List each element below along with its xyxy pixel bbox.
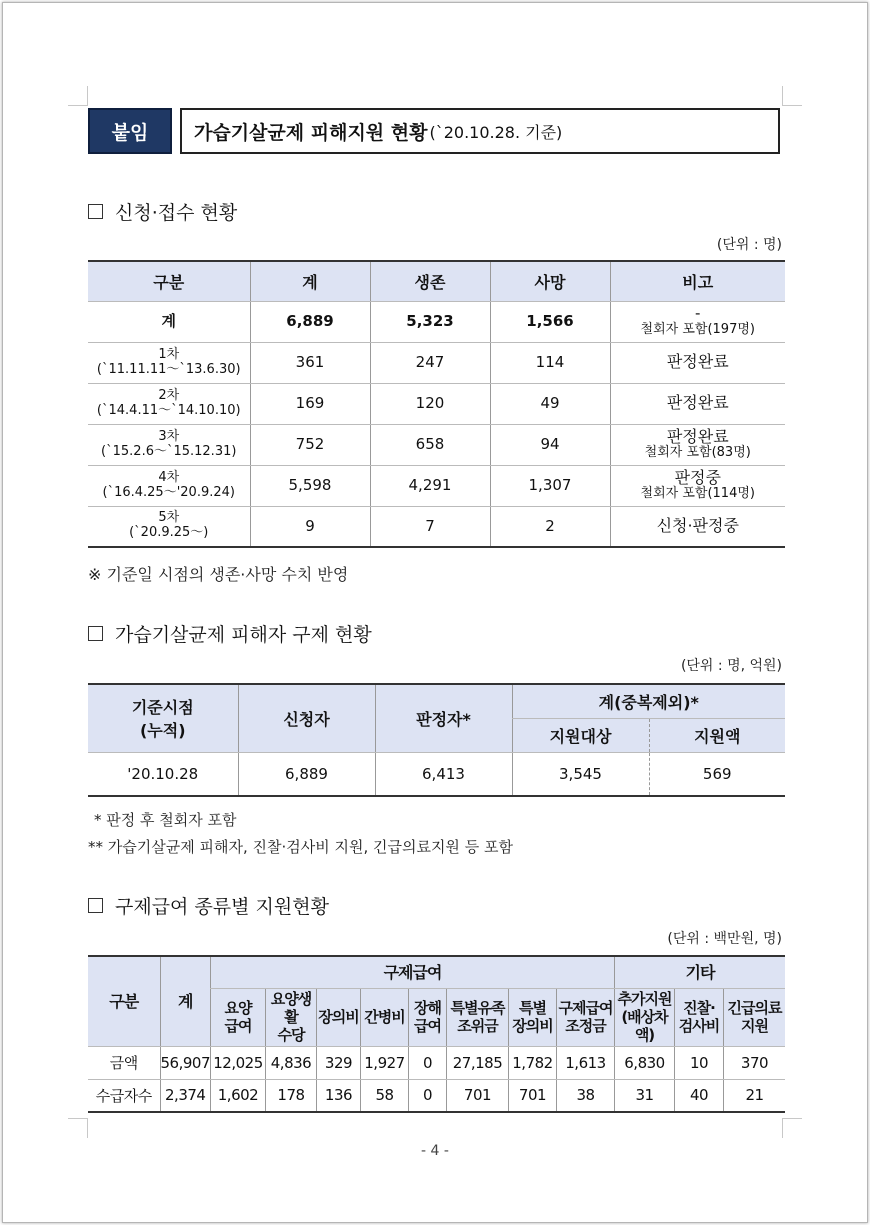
cell: '20.10.28 xyxy=(88,752,238,796)
cell: 56,907 xyxy=(160,1046,211,1079)
cell: 361 xyxy=(250,342,370,383)
cell: 701 xyxy=(509,1079,557,1112)
col-header: 사망 xyxy=(490,261,610,301)
table-row xyxy=(88,342,785,383)
col-header: 계 xyxy=(160,956,211,1046)
cell: 4,836 xyxy=(266,1046,317,1079)
cell: 12,025 xyxy=(211,1046,266,1079)
cell: 7 xyxy=(370,506,490,547)
checkbox-square-icon xyxy=(88,204,103,219)
cell: 21 xyxy=(724,1079,786,1112)
cell: 9 xyxy=(250,506,370,547)
checkbox-square-icon xyxy=(88,898,103,913)
page-title xyxy=(180,108,780,154)
cell: 136 xyxy=(317,1079,361,1112)
cell: 6,413 xyxy=(375,752,512,796)
section-heading-3: 구제급여 종류별 지원현황 xyxy=(88,892,329,919)
note-cell: - 철회자 포함(197명) xyxy=(610,301,785,342)
cell: 370 xyxy=(724,1046,786,1079)
title-date: (`20.10.28. 기준) xyxy=(429,122,563,142)
col-header: 간병비 xyxy=(361,988,409,1046)
col-header: 기준시점 (누적) xyxy=(88,684,238,752)
col-header: 장의비 xyxy=(317,988,361,1046)
table-row xyxy=(88,383,785,424)
col-header: 긴급의료 지원 xyxy=(724,988,786,1046)
cell: 6,830 xyxy=(615,1046,675,1079)
cell: 10 xyxy=(675,1046,724,1079)
cell: 1,602 xyxy=(211,1079,266,1112)
col-group-header: 계(중복제외)* xyxy=(512,684,785,718)
footnote: ** 가습기살균제 피해자, 진찰·검사비 지원, 긴급의료지원 등 포함 xyxy=(88,838,513,856)
note-cell: 신청·판정중 xyxy=(610,506,785,547)
cell: 49 xyxy=(490,383,610,424)
cell: 247 xyxy=(370,342,490,383)
col-header: 구제급여 조정금 xyxy=(557,988,615,1046)
table-row xyxy=(88,424,785,465)
table-row xyxy=(88,752,785,796)
cell: 58 xyxy=(361,1079,409,1112)
cell: 1,927 xyxy=(361,1046,409,1079)
relief-status-table xyxy=(88,683,785,797)
crop-mark xyxy=(782,86,802,106)
cell: 178 xyxy=(266,1079,317,1112)
col-header: 구분 xyxy=(88,956,160,1046)
attachment-badge: 붙임 xyxy=(88,108,172,154)
cell: 2,374 xyxy=(160,1079,211,1112)
section-heading-2: 가습기살균제 피해자 구제 현황 xyxy=(88,620,372,647)
cell: 6,889 xyxy=(238,752,375,796)
col-header: 특별유족 조위금 xyxy=(447,988,509,1046)
cell: 1,613 xyxy=(557,1046,615,1079)
cell: 1,782 xyxy=(509,1046,557,1079)
crop-mark xyxy=(782,1118,802,1138)
table-row xyxy=(88,465,785,506)
benefit-type-table xyxy=(88,955,785,1113)
cell: 0 xyxy=(409,1079,447,1112)
col-header: 추가지원 (배상차액) xyxy=(615,988,675,1046)
row-label: 금액 xyxy=(88,1046,160,1079)
cell: 2 xyxy=(490,506,610,547)
cell: 658 xyxy=(370,424,490,465)
unit-label-1: (단위 : 명) xyxy=(716,237,782,253)
col-header: 요양생활 수당 xyxy=(266,988,317,1046)
cell: 329 xyxy=(317,1046,361,1079)
crop-mark xyxy=(68,1118,88,1138)
cell: 120 xyxy=(370,383,490,424)
cell: 94 xyxy=(490,424,610,465)
crop-mark xyxy=(68,86,88,106)
col-header: 판정자* xyxy=(375,684,512,752)
col-group-header: 구제급여 xyxy=(211,956,615,988)
page-number: - 4 - xyxy=(421,1143,449,1159)
cell: 31 xyxy=(615,1079,675,1112)
cell: 169 xyxy=(250,383,370,424)
col-header: 요양 급여 xyxy=(211,988,266,1046)
cell: 752 xyxy=(250,424,370,465)
unit-label-2: (단위 : 명, 억원) xyxy=(680,658,782,674)
col-header: 특별 장의비 xyxy=(509,988,557,1046)
col-header: 지원액 xyxy=(649,718,785,752)
row-label: 3차 (`15.2.6～`15.12.31) xyxy=(88,424,250,465)
table-row xyxy=(88,1079,785,1112)
table-row xyxy=(88,506,785,547)
section-heading-1: 신청·접수 현황 xyxy=(88,198,237,225)
row-label: 1차 (`11.11.11～`13.6.30) xyxy=(88,342,250,383)
footnote: ※ 기준일 시점의 생존·사망 수치 반영 xyxy=(88,565,349,584)
cell: 114 xyxy=(490,342,610,383)
col-header: 장해 급여 xyxy=(409,988,447,1046)
cell: 4,291 xyxy=(370,465,490,506)
note-cell: 판정완료 철회자 포함(83명) xyxy=(610,424,785,465)
row-label: 계 xyxy=(88,301,250,342)
col-header: 지원대상 xyxy=(512,718,649,752)
cell: 0 xyxy=(409,1046,447,1079)
cell: 1,307 xyxy=(490,465,610,506)
footnote: * 판정 후 철회자 포함 xyxy=(94,811,237,829)
row-label: 2차 (`14.4.11～`14.10.10) xyxy=(88,383,250,424)
cell: 40 xyxy=(675,1079,724,1112)
note-cell: 판정완료 xyxy=(610,342,785,383)
col-header: 계 xyxy=(250,261,370,301)
table-row xyxy=(88,301,785,342)
row-label: 4차 (`16.4.25～'20.9.24) xyxy=(88,465,250,506)
cell: 5,598 xyxy=(250,465,370,506)
application-table xyxy=(88,260,785,548)
col-group-header: 기타 xyxy=(615,956,786,988)
cell: 701 xyxy=(447,1079,509,1112)
cell: 569 xyxy=(649,752,785,796)
col-header: 신청자 xyxy=(238,684,375,752)
col-header: 생존 xyxy=(370,261,490,301)
table-row xyxy=(88,1046,785,1079)
cell: 27,185 xyxy=(447,1046,509,1079)
checkbox-square-icon xyxy=(88,626,103,641)
unit-label-3: (단위 : 백만원, 명) xyxy=(667,931,782,947)
cell: 38 xyxy=(557,1079,615,1112)
col-header: 비고 xyxy=(610,261,785,301)
cell: 5,323 xyxy=(370,301,490,342)
cell: 3,545 xyxy=(512,752,649,796)
row-label: 수급자수 xyxy=(88,1079,160,1112)
note-cell: 판정완료 xyxy=(610,383,785,424)
note-cell: 판정중 철회자 포함(114명) xyxy=(610,465,785,506)
col-header: 구분 xyxy=(88,261,250,301)
cell: 1,566 xyxy=(490,301,610,342)
cell: 6,889 xyxy=(250,301,370,342)
col-header: 진찰· 검사비 xyxy=(675,988,724,1046)
title-text: 가습기살균제 피해지원 현황 xyxy=(194,121,428,144)
row-label: 5차 (`20.9.25～) xyxy=(88,506,250,547)
